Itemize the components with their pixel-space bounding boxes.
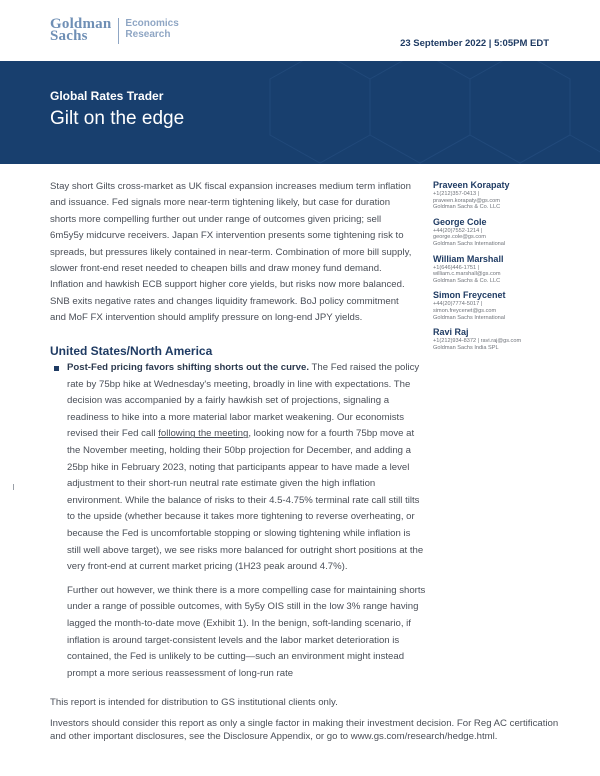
- author-phone: +1(646)446-1751 |: [433, 264, 480, 271]
- author-firm: Goldman Sachs International: [433, 240, 506, 247]
- author-name: Praveen Korapaty: [433, 180, 510, 190]
- division-name: [125, 18, 178, 40]
- fed-call-link[interactable]: following the meeting: [158, 428, 249, 440]
- logo-wordmark: [50, 18, 111, 42]
- section-heading: United States/North America: [50, 344, 213, 358]
- author-firm: Goldman Sachs International: [433, 314, 506, 321]
- author-name: William Marshall: [433, 253, 504, 264]
- page-header: [0, 0, 600, 61]
- author-name: Simon Freycenet: [433, 290, 506, 301]
- disclosure-notice: Investors should consider this report as only a single factor in making their investment decision. For Reg AC certification and other important disclosures, see the Disclosure Appendix, or go to www.gs.com/research/hedge.html.: [50, 718, 559, 743]
- author-name: George Cole: [433, 216, 487, 227]
- author-email[interactable]: william.c.marshall@gs.com: [433, 271, 501, 278]
- author-email[interactable]: george.cole@gs.com: [433, 234, 486, 241]
- author-phone[interactable]: +1(212)934-8372 | ravi.raj@gs.com: [433, 338, 522, 345]
- summary-paragraph: Stay short Gilts cross-market as UK fiscal expansion increases medium term inflation and issuance. Fed signals more near-term tightening likely, but case for duration shorts more compelling further out under range of outcomes given pricing; sell 6m5y5y midcurve receivers. Japan FX intervention presents some tightening risk to spreads, but pressures likely contained in near-term. Combination of more bill supply, slower front-end reset needed to cheapen bills and draw money fund demand. Inflation and hawkish ECB support higher core yields, but risks now more balanced. SNB exits negative rates and changes liquidity framework. BoJ policy commitment and MoF FX intervention should amplify pressure on long-end JPY yields.: [50, 181, 412, 324]
- logo-line-2: Sachs: [50, 28, 88, 44]
- author-phone: +44(20)7774-5017 |: [433, 301, 483, 308]
- author-firm: Goldman Sachs & Co. LLC: [433, 277, 501, 284]
- author-entry: [433, 327, 563, 351]
- author-phone: +1(212)357-0413 |: [433, 191, 480, 197]
- author-phone: +44(20)7552-1214 |: [433, 227, 483, 234]
- author-entry: [433, 180, 563, 211]
- author-list: [433, 180, 563, 357]
- bullet-item: [54, 360, 426, 682]
- author-firm: Goldman Sachs & Co. LLC: [433, 204, 501, 211]
- bullet-text-continued: , looking now for a fourth 75bp move at the November meeting, holding their 50bp projection for December, and adding a 25bp hike in February 2023, noting that participants appear to have made a level adjustment to their short-run neutral rate estimate given the high inflation environment. While the balance of risks to their 4.5-4.75% terminal rate call still tilts to the upside (whether because it takes more tightening to reverse overheating, or because the Fed is uncomfortable stopping or slowing tightening while inflation is still well above target), we see risks more balanced for outright short positions at the very front-end at current market pricing (1H23 peak around 4.7%).: [67, 428, 424, 573]
- author-entry: [433, 290, 563, 321]
- author-entry: [433, 217, 563, 248]
- body-paragraph: Further out however, we think there is a more compelling case for maintaining shorts under a range of possible outcomes, with 5y5y OIS still in the low 3% range having lagged the month-to-date move (Exhibit 1). In the benign, soft-landing scenario, if inflation is around target-consistent levels and the labor market deterioration is contained, the Fed is unlikely to be cutting—such an environment might instead prompt a more serious reassessment of long-run rate: [67, 584, 426, 679]
- report-series: Global Rates Trader: [50, 89, 164, 103]
- author-email[interactable]: simon.freycenet@gs.com: [433, 307, 497, 314]
- goldman-sachs-logo: [50, 18, 179, 44]
- author-firm: Goldman Sachs India SPL: [433, 344, 499, 351]
- author-entry: [433, 254, 563, 285]
- division-line-1: Economics: [125, 18, 179, 29]
- publication-date: 23 September 2022 | 5:05PM EDT: [400, 38, 549, 49]
- division-line-2: Research: [125, 29, 171, 40]
- bullet-text: The Fed raised the policy rate by 75bp hike at Wednesday's meeting, broadly in line with expectations. The decision was accompanied by a fairly hawkish set of projections, signaling a readiness to hike into a more material labor market weakening. Our economists revised their Fed call: [67, 362, 420, 440]
- bullet-paragraph: [67, 360, 426, 576]
- bullet-marker: [54, 366, 59, 371]
- author-name: Ravi Raj: [433, 327, 469, 338]
- logo-divider: [118, 18, 119, 44]
- bullet-lead: Post-Fed pricing favors shifting shorts out the curve.: [67, 362, 310, 373]
- report-title: Gilt on the edge: [50, 108, 185, 129]
- distribution-notice: This report is intended for distribution to GS institutional clients only.: [50, 697, 338, 708]
- author-email[interactable]: praveen.korapaty@gs.com: [433, 197, 500, 204]
- margin-mark: [13, 484, 14, 490]
- logo-line-1: Goldman: [50, 16, 112, 32]
